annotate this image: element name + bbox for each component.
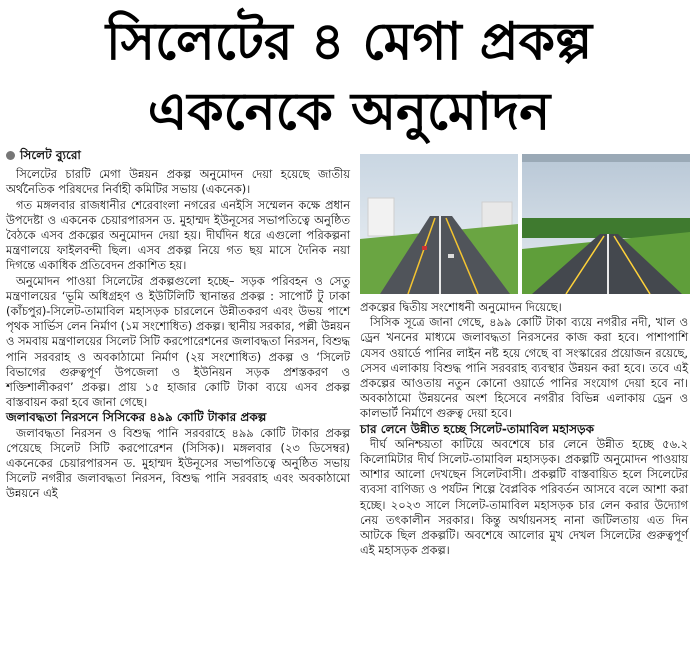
paragraph: অনুমোদন পাওয়া সিলেটের প্রকল্পগুলো হচ্ছে– সড়ক পরিবহন ও সেতু মন্ত্রণালয়ের ‘ভূমি অধিগ্রহণ ও ইউটিলিটি স্থানান্তর প্রকল্প : সাপোর্ট টু ঢাকা (কাঁচপুর)-সিলেট-তামাবিল মহাসড়ক চারলেনে উন্নীতকরণ এবং উভয় পাশে পৃথক সার্ভিস লেন নির্মাণ (১ম সংশোধিত) প্রকল্প। স্থানীয় সরকার, পল্লী উন্নয়ন ও সমবায় মন্ত্রণালয়ের সিলেট সিটি করপোরেশনের জলাবদ্ধতা নিরসন, বিশুদ্ধ পানি সরবরাহ ও অবকাঠামো নির্মাণ (২য় সংশোধিত) প্রকল্প ও ‘সিলেট বিভাগের গুরুত্বপূর্ণ উপজেলা ও ইউনিয়ন সড়ক প্রশস্তকরণ ও শক্তিশালীকরণ’ প্রকল্প। প্রায় ১৫ হাজার কোটি টাকা ব্যয়ে এসব প্রকল্প বাস্তবায়ন করা হবে জানা গেছে। [6, 273, 350, 410]
bullet-icon [6, 151, 15, 160]
right-column [360, 300, 688, 558]
byline [6, 148, 350, 163]
headline-line-1: সিলেটের ৪ মেগা প্রকল্প [105, 12, 593, 72]
highway-render-image-2 [522, 154, 690, 294]
paragraph: প্রকল্পের দ্বিতীয় সংশোধনী অনুমোদন দিয়েছে। [360, 300, 562, 314]
paragraph: সিসিক সূত্রে জানা গেছে, ৪৯৯ কোটি টাকা ব্যয়ে নগরীর নদী, খাল ও ড্রেন খননের মাধ্যমে জলাবদ্ধতা নিরসনের কাজ করা হবে। পাশাপাশি যেসব ওয়ার্ডে পানির লাইন নষ্ট হয়ে গেছে বা সংস্কারের প্রয়োজন রয়েছে, সেসব এলাকায় বিশুদ্ধ পানি সরবরাহ ব্যবস্থার উন্নয়ন করা হবে। তবে এই প্রকল্পের আওতায় নতুন কোনো ওয়ার্ডে পানির সংযোগ দেয়া হবে না। অবকাঠামো উন্নয়নের অংশ হিসেবে নগরীর বিভিন্ন এলাকায় ড্রেন ও কালভার্ট নির্মাণে গুরুত্ব দেয়া হবে। [360, 315, 688, 421]
paragraph: জলাবদ্ধতা নিরসন ও বিশুদ্ধ পানি সরবরাহে ৪৯৯ কোটি টাকার প্রকল্প পেয়েছে সিলেট সিটি করপোরেশন (সিসিক)। মঙ্গলবার (২৩ ডিসেম্বর) একনেকের চেয়ারপারসন ড. মুহাম্মদ ইউনূসের সভাপতিত্বে অনুষ্ঠিত সভায় সিলেট নগরীর জলাবদ্ধতা নিরসন, বিশুদ্ধ পানি সরবরাহ এবং অবকাঠামো উন্নয়নে এই [6, 425, 350, 501]
section-subhead: জলাবদ্ধতা নিরসনে সিসিকের ৪৯৯ কোটি টাকার প্রকল্প [6, 410, 267, 425]
byline-text: সিলেট ব্যুরো [20, 148, 81, 162]
highway-render-image-1 [360, 154, 518, 294]
section-subhead: চার লেনে উন্নীত হচ্ছে সিলেট-তামাবিল মহাসড়ক [360, 421, 595, 436]
paragraph: দীর্ঘ অনিশ্চয়তা কাটিয়ে অবশেষে চার লেনে উন্নীত হচ্ছে ৫৬.২ কিলোমিটার দীর্ঘ সিলেট-তামাবিল মহাসড়ক। প্রকল্পটি অনুমোদন পাওয়ায় আশার আলো দেখছেন সিলেটবাসী। প্রকল্পটি বাস্তবায়িত হলে সিলেটের ব্যবসা বাণিজ্য ও পর্যটন শিল্পে বৈপ্লবিক পরিবর্তন আসবে বলে আশা করা হচ্ছে। ২০২৩ সালে সিলেট-তামাবিল মহাসড়ক চার লেন করার উদ্যোগ নেয় তৎকালীন সরকার। কিন্তু অর্থায়নসহ নানা জটিলতায় এত দিন আটকে ছিল প্রকল্পটি। অবশেষে আলোর মুখ দেখল সিলেটের গুরুত্বপূর্ণ এই মহাসড়ক প্রকল্প। [360, 436, 688, 558]
left-column [6, 148, 350, 502]
paragraph: গত মঙ্গলবার রাজধানীর শেরেবাংলা নগরের এনইসি সম্মেলন কক্ষে প্রধান উপদেষ্টা ও একনেক চেয়ারপারসন ড. মুহাম্মদ ইউনূসের সভাপতিত্বে অনুষ্ঠিত বৈঠকে এসব প্রকল্পের অনুমোদন দেয়া হয়। দীর্ঘদিন ধরে এগুলো পরিকল্পনা মন্ত্রণালয়ে ফাইলবন্দী ছিল। এসব প্রকল্প নিয়ে গত ছয় মাসে দৈনিক নয়া দিগন্তে একাধিক প্রতিবেদন প্রকাশিত হয়। [6, 197, 350, 273]
headline-line-2: একনেকে অনুমোদন [147, 82, 551, 142]
paragraph: সিলেটের চারটি মেগা উন্নয়ন প্রকল্প অনুমোদন দেয়া হয়েছে জাতীয় অর্থনৈতিক পরিষদের নির্বাহী কমিটির সভায় (একনেক)। [6, 167, 350, 197]
